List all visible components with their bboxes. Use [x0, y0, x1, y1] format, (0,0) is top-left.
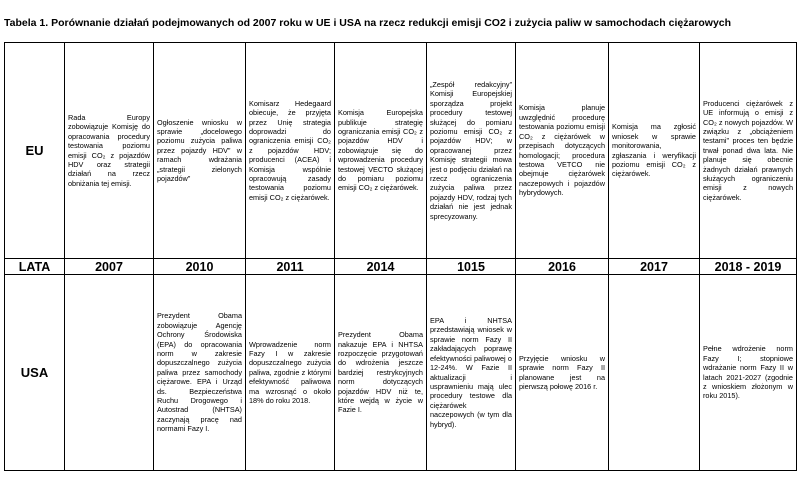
- comparison-table: [4, 42, 797, 471]
- year-header: 2014: [335, 259, 427, 275]
- year-header: 2017: [609, 259, 700, 275]
- usa-cell-2018-2019: Pełne wdrożenie norm Fazy I; stopniowe wdrażanie norm Fazy II w latach 2021-2027 (zgodnie z wnioskiem złożonym w roku 2015).: [700, 275, 797, 471]
- years-row-label: LATA: [5, 259, 65, 275]
- years-row: [5, 259, 797, 275]
- usa-cell-2007: [65, 275, 154, 471]
- usa-cell-2016: Przyjęcie wniosku w sprawie norm Fazy II planowane jest na pierwszą połowę 2016 r.: [516, 275, 609, 471]
- eu-cell-2014: Komisja Europejska publikuje strategię ograniczania emisji CO₂ z pojazdów HDV i zobowiązuje się do wprowadzenia procedury testowej VECTO służącej do pomiaru poziomu emisji CO₂ z ciężarówek.: [335, 43, 427, 259]
- usa-cell-2011: Wprowadzenie norm Fazy I w zakresie dopuszczalnego zużycia paliwa, zgodnie z którymi efektywność paliwowa ma wzrosnąć o około 18% do roku 2018.: [246, 275, 335, 471]
- usa-row-label: USA: [5, 275, 65, 471]
- table-title: Tabela 1. Porównanie działań podejmowanych od 2007 roku w UE i USA na rzecz redukcji emisji CO2 i zużycia paliw w samochodach ciężarowych: [4, 17, 732, 29]
- eu-cell-2017: Komisja ma zgłosić wniosek w sprawie monitorowania, zgłaszania i weryfikacji poziomu emisji CO₂ z ciężarówek.: [609, 43, 700, 259]
- usa-row: [5, 275, 797, 471]
- year-header: 2010: [154, 259, 246, 275]
- year-header: 2016: [516, 259, 609, 275]
- year-header: 2011: [246, 259, 335, 275]
- year-header: 2018 - 2019: [700, 259, 797, 275]
- eu-cell-2018-2019: Producenci ciężarówek z UE informują o emisji z CO₂ z nowych pojazdów. W związku z „obciążeniem testami” proces ten będzie trwał ponad dwa lata. Nie planuje się obecnie żadnych działań prawnych służących ograniczeniu emisji z nowych ciężarówek.: [700, 43, 797, 259]
- usa-cell-2014: Prezydent Obama nakazuje EPA i NHTSA rozpoczęcie przygotowań do wdrożenia jeszcze bardziej restrykcyjnych norm dotyczących pojazdów HDV niż te, które wejdą w życie w Fazie I.: [335, 275, 427, 471]
- usa-cell-2010: Prezydent Obama zobowiązuje Agencję Ochrony Środowiska (EPA) do opracowania norm w zakresie dopuszczalnego zużycia paliwa przez samochody ciężarowe. EPA i Urząd ds. Bezpieczeństwa Ruchu Drogowego i Autostrad (NHTSA) zaczynają pracę nad normami Fazy I.: [154, 275, 246, 471]
- eu-cell-1015: „Zespół redakcyjny” Komisji Europejskiej sporządza projekt procedury testowej służącej do pomiaru poziomu emisji CO₂ z pojazdów HDV; w opracowanej przez Komisję strategii mowa jest o podjęciu działań na rzecz ograniczenia zużycia paliwa przez pojazdy HDV, rodzaj tych działań nie jest jednak sprecyzowany.: [427, 43, 516, 259]
- year-header: 1015: [427, 259, 516, 275]
- usa-cell-2017: [609, 275, 700, 471]
- eu-row-label: EU: [5, 43, 65, 259]
- year-header: 2007: [65, 259, 154, 275]
- eu-row: [5, 43, 797, 259]
- eu-cell-2016: Komisja planuje uwzględnić procedurę testowania poziomu emisji CO₂ z ciężarówek w przepisach dotyczących homologacji; procedura testowa VETCO nie obejmuje ciężarówek naczepowych i pojazdów hybrydowych.: [516, 43, 609, 259]
- usa-cell-1015: EPA i NHTSA przedstawiają wniosek w sprawie norm Fazy II zakładających poprawę efektywności paliwowej o 12-24%. W Fazie II aktualizacji i usprawnieniu mają ulec procedury testowe dla ciężarówek naczepowych (w tym dla hybryd).: [427, 275, 516, 471]
- eu-cell-2007: Rada Europy zobowiązuje Komisję do opracowania procedury testowania poziomu emisji CO₂ z pojazdów HDV oraz strategii działań na rzecz obniżania tej emisji.: [65, 43, 154, 259]
- eu-cell-2011: Komisarz Hedegaard obiecuje, że przyjęta przez Unię strategia doprowadzi do ograniczenia emisji CO₂ z pojazdów HDV; producenci (ACEA) i Komisja wspólnie opracowują zasady testowania poziomu emisji CO₂ z ciężarówek.: [246, 43, 335, 259]
- eu-cell-2010: Ogłoszenie wniosku w sprawie „docelowego poziomu zużycia paliwa przez pojazdy HDV” w ramach wdrażania „strategii zielonych pojazdów”: [154, 43, 246, 259]
